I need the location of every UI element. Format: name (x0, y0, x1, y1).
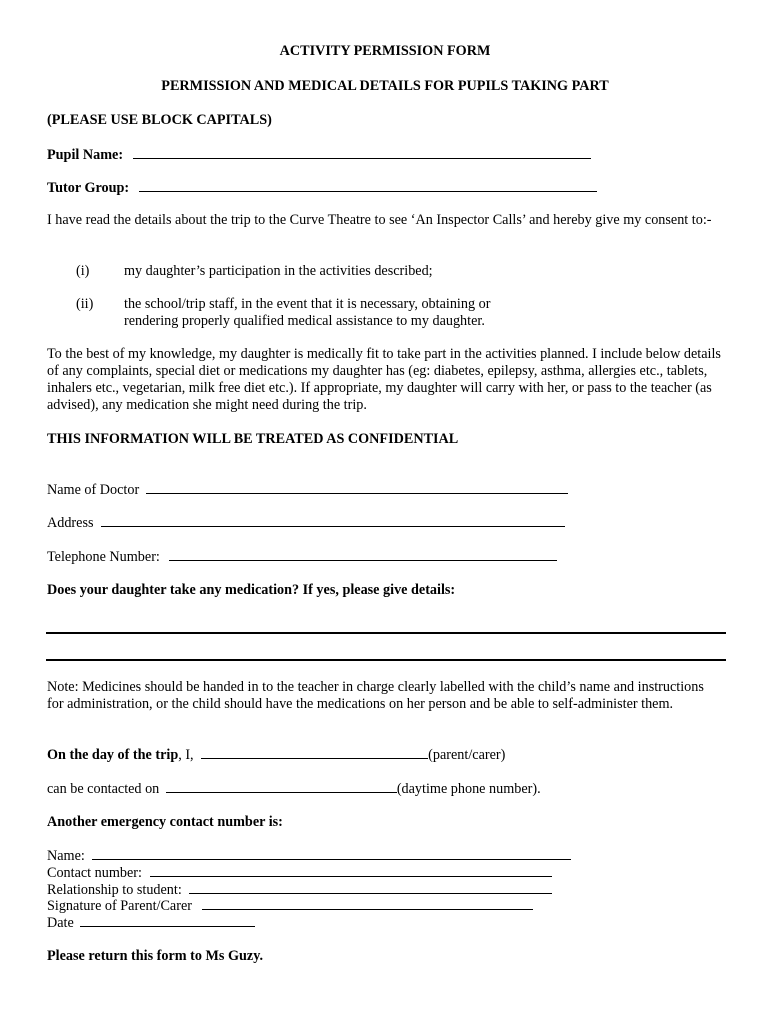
medicines-note: Note: Medicines should be handed in to the teacher in charge clearly labelled with the child’s name and instructions for administration, or the child should have the medications on her person and be able to self-administer them. (47, 679, 704, 712)
signature-row (47, 897, 533, 915)
address-field[interactable] (101, 514, 565, 527)
medical-fitness-paragraph: To the best of my knowledge, my daughter is medically fit to take part in the activities planned. I include below details of any complaints, special diet or medications my daughter has (eg: diabetes, epilepsy, asthma, allergies etc., tablets, inhalers etc., vegetarian, milk free diet etc.). If appropriate, my daughter will carry with her, or pass to the teacher (as advised), any medication she might need during the trip. (47, 346, 721, 413)
trip-day-label: On the day of the trip (47, 747, 179, 763)
telephone-field[interactable] (169, 548, 557, 561)
relationship-label: Relationship to student: (47, 882, 182, 898)
form-title: ACTIVITY PERMISSION FORM (279, 43, 491, 59)
medication-details-line-1[interactable] (46, 632, 726, 634)
signature-field[interactable] (202, 897, 533, 910)
confidential-notice: THIS INFORMATION WILL BE TREATED AS CONFIDENTIAL (47, 431, 459, 447)
address-row (47, 514, 565, 532)
telephone-label: Telephone Number: (47, 549, 160, 565)
contact-number-label: Contact number: (47, 865, 142, 881)
emergency-name-row (47, 847, 571, 865)
contact-number-field[interactable] (150, 864, 552, 877)
doctor-name-label: Name of Doctor (47, 482, 140, 498)
consent-item-2-text-line2: rendering properly qualified medical assistance to my daughter. (124, 313, 485, 329)
pupil-name-label: Pupil Name: (47, 147, 124, 163)
parent-carer-name-field[interactable] (201, 746, 428, 759)
doctor-name-row (47, 481, 568, 499)
date-field[interactable] (80, 914, 255, 927)
pupil-name-field[interactable] (133, 146, 591, 159)
address-label: Address (47, 515, 94, 531)
pupil-name-row (47, 146, 591, 164)
relationship-field[interactable] (189, 881, 552, 894)
contact-number-row (47, 864, 552, 882)
consent-intro: I have read the details about the trip to the Curve Theatre to see ‘An Inspector Calls’ and hereby give my consent to:- (47, 212, 712, 228)
signature-label: Signature of Parent/Carer (47, 898, 192, 914)
return-instruction: Please return this form to Ms Guzy. (47, 948, 264, 964)
doctor-name-field[interactable] (146, 481, 568, 494)
parent-carer-label: (parent/carer) (428, 747, 506, 763)
emergency-name-label: Name: (47, 848, 85, 864)
form-subtitle: PERMISSION AND MEDICAL DETAILS FOR PUPILS TAKING PART (161, 78, 609, 94)
tutor-group-row (47, 179, 597, 197)
block-capitals-instruction: (PLEASE USE BLOCK CAPITALS) (47, 112, 272, 128)
telephone-row (47, 548, 557, 566)
tutor-group-field[interactable] (139, 179, 597, 192)
daytime-phone-field[interactable] (166, 780, 397, 793)
contacted-on-label: can be contacted on (47, 781, 160, 797)
tutor-group-label: Tutor Group: (47, 180, 130, 196)
consent-item-1-text: my daughter’s participation in the activities described; (124, 263, 433, 279)
date-label: Date (47, 915, 74, 931)
consent-item-2-number: (ii) (76, 296, 94, 312)
consent-item-2-text-line1: the school/trip staff, in the event that it is necessary, obtaining or (124, 296, 491, 312)
medication-question: Does your daughter take any medication? If yes, please give details: (47, 582, 456, 598)
emergency-name-field[interactable] (92, 847, 571, 860)
date-row (47, 914, 255, 932)
consent-item-1-number: (i) (76, 263, 90, 279)
trip-day-label-rest: , I, (178, 747, 194, 763)
medication-details-line-2[interactable] (46, 659, 726, 661)
trip-day-row (47, 746, 505, 764)
emergency-contact-heading: Another emergency contact number is: (47, 814, 283, 830)
daytime-phone-label: (daytime phone number). (396, 781, 541, 797)
contacted-on-row (47, 780, 541, 798)
